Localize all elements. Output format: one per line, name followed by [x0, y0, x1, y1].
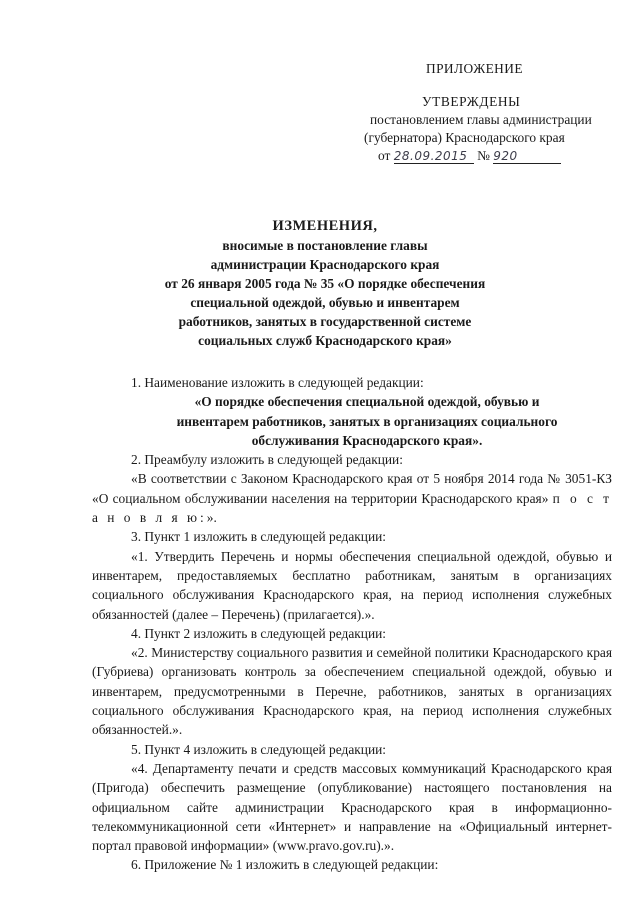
item-5: 5. Пункт 4 изложить в следующей редакции:	[131, 741, 387, 757]
number-field	[493, 148, 561, 164]
date-prefix: от	[378, 148, 391, 163]
approval-line-2: (губернатора) Краснодарского края	[364, 130, 565, 145]
title-heading: ИЗМЕНЕНИЯ,	[272, 218, 378, 234]
number-prefix: №	[477, 148, 490, 163]
date-field	[394, 148, 474, 164]
item-5-text: «4. Департаменту печати и средств массовых коммуникаций Краснодарского края (Пригода) обеспечить размещение (опубликование) настоящего постановления на официальном сайте администрации Краснодарского края в информационно-телекоммуникационной сети «Интернет» и направление на «Официальный интернет-портал правовой информации» (www.pravo.gov.ru).».	[92, 760, 612, 854]
item-3-text: «1. Утвердить Перечень и нормы обеспечения специальной одеждой, обувью и инвентарем, предоставляемых бесплатно работникам, занятым в организациях социального обслуживания Краснодарского края, на период исполнения служебных обязанностей (далее – Перечень) (прилагается).».	[92, 548, 612, 622]
approval-line-1: постановлением главы администрации	[370, 112, 592, 127]
title-line: вносимые в постановление главы	[222, 238, 428, 253]
item-4: 4. Пункт 2 изложить в следующей редакции:	[131, 625, 387, 641]
handwritten-number: 920	[493, 149, 518, 163]
item-1-new-name: «О порядке обеспечения специальной одеждой, обувью и	[194, 394, 540, 410]
handwritten-date: 28.09.2015	[393, 149, 468, 163]
title-line: специальной одеждой, обувью и инвентарем	[190, 295, 460, 310]
decree-word: п о с т а н о в л я ю:	[92, 490, 612, 526]
title-line: администрации Краснодарского края	[210, 257, 440, 272]
item-6: 6. Приложение № 1 изложить в следующей редакции:	[131, 857, 439, 873]
item-1: 1. Наименование изложить в следующей редакции:	[131, 375, 424, 390]
item-4-text: «2. Министерству социального развития и семейной политики Краснодарского края (Губриева) организовать контроль за обеспечением специальной одеждой, обувью и инвентарем, предусмотренными в Перечне, работников, занятых в организациях социального обслуживания Краснодарского края, на период исполнения служебных обязанностей.».	[92, 645, 612, 738]
item-1-new-name: инвентарем работников, занятых в организациях социального	[176, 413, 558, 429]
approved-label: УТВЕРЖДЕНЫ	[422, 94, 521, 109]
item-2: 2. Преамбулу изложить в следующей редакции:	[131, 452, 403, 468]
title-line: социальных служб Краснодарского края»	[198, 333, 452, 348]
approval-date-number	[378, 148, 561, 164]
title-line: работников, занятых в государственной системе	[178, 314, 472, 329]
item-3: 3. Пункт 1 изложить в следующей редакции:	[131, 529, 387, 545]
title-line: от 26 января 2005 года № 35 «О порядке обеспечения	[164, 276, 486, 291]
item-2-preamble	[92, 469, 612, 527]
document-title	[120, 217, 530, 350]
item-1-new-name: обслуживания Краснодарского края».	[251, 432, 483, 448]
preamble-end: ».	[206, 510, 217, 526]
appendix-label: ПРИЛОЖЕНИЕ	[426, 61, 523, 76]
document-body	[92, 373, 612, 875]
preamble-text: «В соответствии с Законом Краснодарского края от 5 ноября 2014 года № 3051-КЗ «О социальном обслуживании населения на территории Краснодарского края»	[92, 471, 612, 506]
